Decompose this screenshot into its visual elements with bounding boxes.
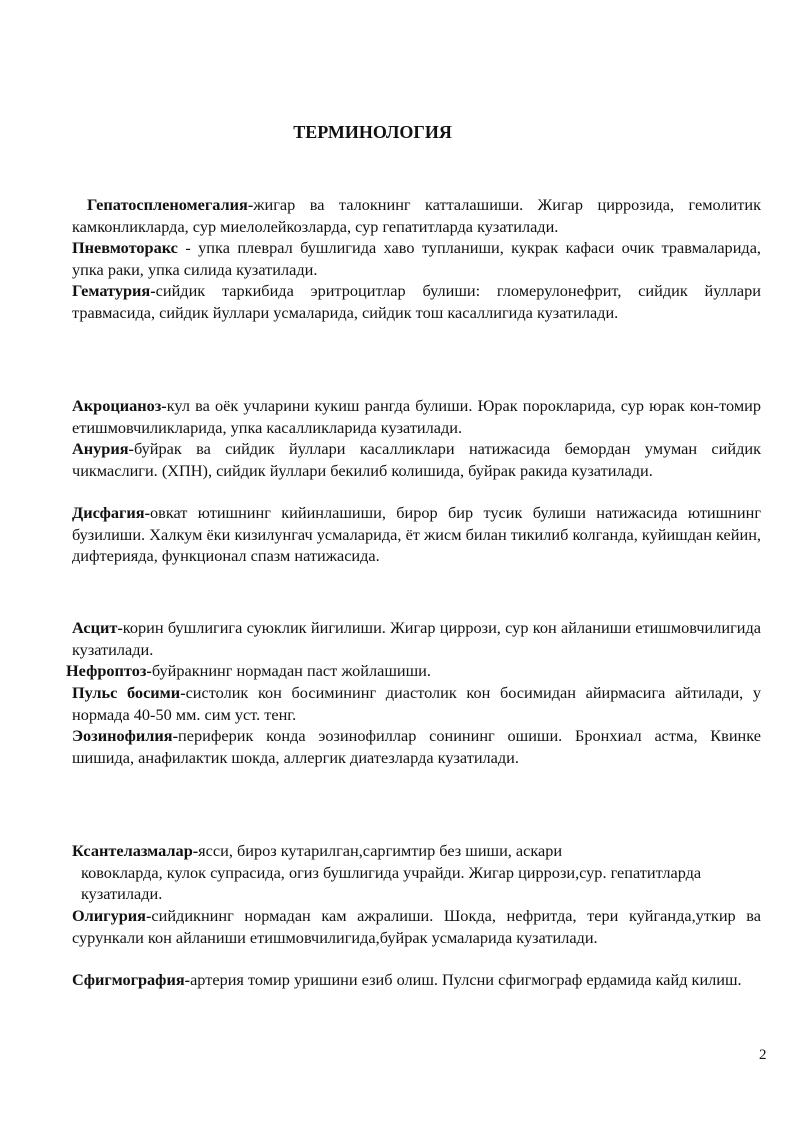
term-name: Гематурия- <box>72 281 156 300</box>
term-name: Акроцианоз- <box>72 396 167 415</box>
term-entry-nephroptosis <box>66 660 761 682</box>
term-entry-xanthelasma <box>72 840 761 905</box>
term-entry-pneumothorax <box>72 237 761 280</box>
term-definition: ясси, бироз кутарилган,саргимтир без шиши, аскари <box>198 841 563 860</box>
term-entry-dysphagia <box>72 502 761 567</box>
term-entry-acrocyanosis <box>72 395 761 438</box>
term-entry-sphygmography <box>72 969 761 991</box>
page-title: ТЕРМИНОЛОГИЯ <box>293 122 452 142</box>
term-definition: периферик конда эозинофиллар сонининг ошиши. Бронхиал астма, Квинке шишида, анафилактик шокда, аллергик диатезларда кузатилади. <box>72 726 761 767</box>
term-name: Асцит- <box>72 618 123 637</box>
term-name: Гепатоспленомегалия- <box>87 195 254 214</box>
term-definition: сийдик таркибида эритроцитлар булиши: гломерулонефрит, сийдик йуллари травмасида, сийдик йуллари усмаларида, сийдик тош касаллигида кузатилади. <box>72 281 761 322</box>
term-definition-continued: ковокларда, кулок супрасида, огиз бушлигида учрайди. Жигар циррози,сур. гепатитларда кузатилади. <box>81 862 702 904</box>
term-definition: кул ва оёк учларини кукиш рангда булиши. Юрак порокларида, сур юрак кон-томир етишмовчиликларида, упка касалликларида кузатилади. <box>72 396 761 437</box>
term-name: Пневмоторакс <box>72 238 178 257</box>
term-entry-ascites <box>72 617 761 660</box>
term-entry-oliguria <box>72 905 761 948</box>
term-definition: буйрак ва сийдик йуллари касалликлари натижасида бемордан умуман сийдик чикмаслиги. (ХПН), сийдик йуллари бекилиб колишида, буйрак ракида кузатилади. <box>72 439 761 480</box>
term-name: Ксантелазмалар- <box>72 841 199 860</box>
term-name: Олигурия- <box>72 906 152 925</box>
term-definition: систолик кон босимининг диастолик кон босимидан айирмасига айтилади, у нормада 40-50 мм. сим уст. тенг. <box>72 683 761 724</box>
term-entry-anuria <box>72 438 761 481</box>
term-name: Сфигмография- <box>72 970 191 989</box>
page-number: 2 <box>759 1047 767 1063</box>
term-entry-pulse-pressure <box>72 682 761 725</box>
term-name: Эозинофилия- <box>72 726 179 745</box>
term-name: Анурия- <box>72 439 134 458</box>
term-definition: - упка плеврал бушлигида хаво тупланиши, кукрак кафаси очик травмаларида, упка раки, упка силида кузатилади. <box>72 238 761 279</box>
term-definition: сийдикнинг нормадан кам ажралиши. Шокда, нефритда, тери куйганда,уткир ва сурункали кон айланиши етишмовчилигида,буйрак усмаларида кузатилади. <box>72 906 761 947</box>
term-definition: артерия томир уришини езиб олиш. Пулсни сфигмограф ердамида кайд килиш. <box>190 970 742 989</box>
term-entry-hepatosplenomegaly <box>72 194 761 237</box>
term-definition: корин бушлигига суюклик йигилиши. Жигар циррози, сур кон айланиши етишмовчилигида кузатилади. <box>72 618 761 659</box>
term-definition: буйракнинг нормадан паст жойлашиши. <box>151 661 431 680</box>
term-name: Дисфагия- <box>72 503 151 522</box>
term-entry-hematuria <box>72 280 761 323</box>
term-name: Пульс босими- <box>72 683 186 702</box>
term-entry-eosinophilia <box>72 725 761 768</box>
term-definition: овкат ютишнинг кийинлашиши, бирор бир тусик булиши натижасида ютишнинг бузилиши. Халкум ёки кизилунгач усмаларида, ёт жисм билан тикилиб колганда, куйишдан кейин, дифтерияда, функционал спазм натижасида. <box>72 503 761 566</box>
term-name: Нефроптоз- <box>66 661 152 680</box>
term-definition: жигар ва талокнинг катталашиши. Жигар циррозида, гемолитик камконликларда, сур миелолейкозларда, сур гепатитларда кузатилади. <box>72 195 761 236</box>
